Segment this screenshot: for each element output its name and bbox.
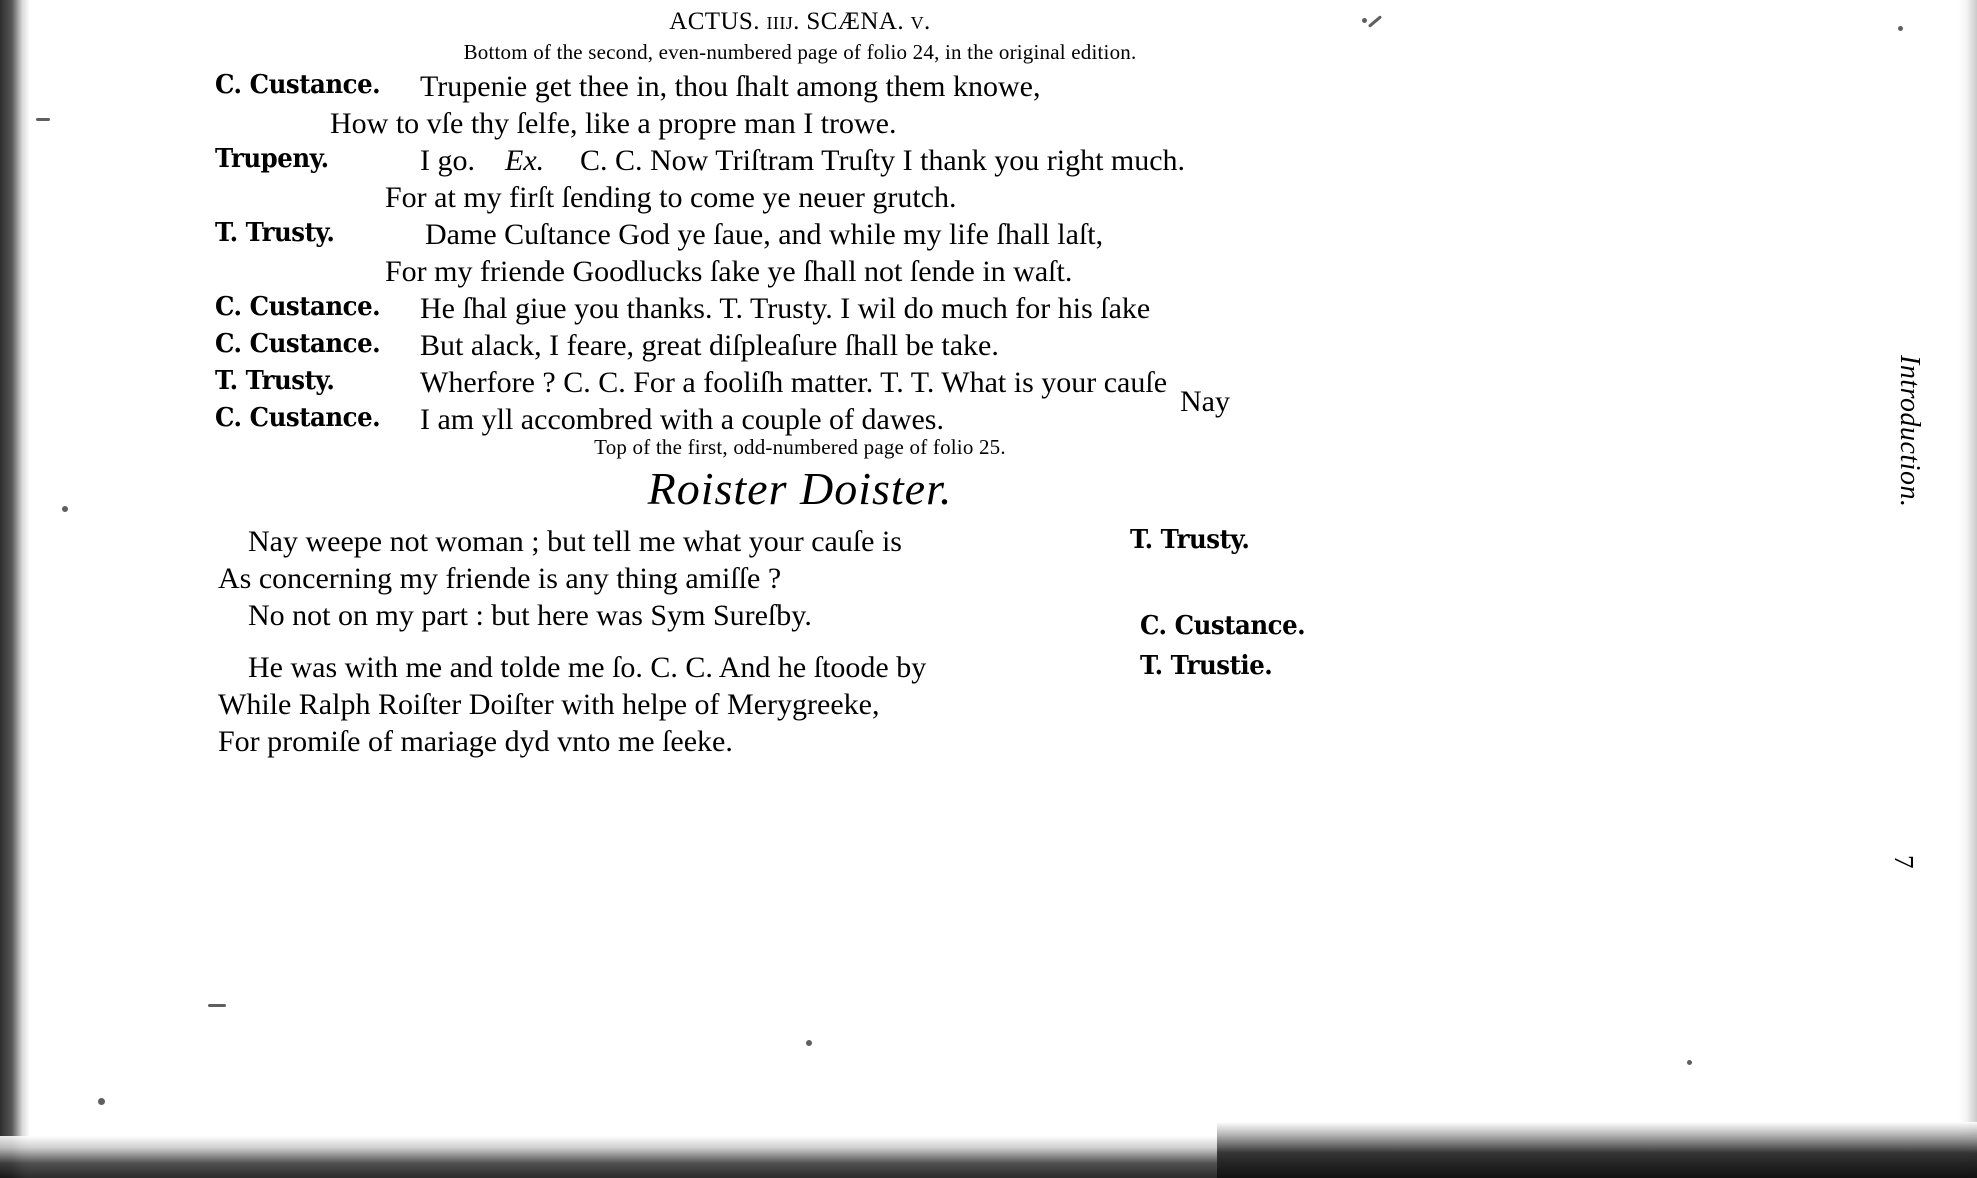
dialogue-text: For my friende Goodlucks ſake ye ſhall not ſende in waſt. [385,255,1073,288]
verse-line [0,525,1600,562]
verse-line [0,725,1600,762]
dialogue-line [0,255,1600,292]
play-title: Roister Doister. [647,463,953,514]
scan-edge-left [0,0,30,1178]
scan-edge-bottom-right [1217,1122,1977,1178]
dialogue-line [0,292,1600,329]
speaker-label: C. Custance. [215,329,381,359]
dialogue-text: Dame Cuſtance God ye ſaue, and while my life ſhall laſt, [425,218,1104,251]
verse-text: He was with me and tolde me ſo. C. C. And he ſtoode by [248,651,927,684]
dialogue-text: I go. [420,144,475,177]
editorial-note-top: Bottom of the second, even-numbered page of folio 24, in the original edition. [463,40,1137,64]
dialogue-text: I am yll accombred with a couple of dawes. [420,403,944,436]
verse-line [0,688,1600,725]
dialogue-block [0,70,1600,440]
scan-speck [1362,18,1367,23]
dialogue-line [0,329,1600,366]
page-number: 7 [1889,855,1919,869]
dialogue-text-continued: C. C. Now Triſtram Truſty I thank you right much. [580,144,1186,177]
verse-text: While Ralph Roiſter Doiſter with helpe of Merygreeke, [218,688,880,721]
speaker-label: C. Custance. [215,403,381,433]
dialogue-text: Trupenie get thee in, thou ſhalt among them knowe, [420,70,1041,103]
dialogue-text: Wherfore ? C. C. For a fooliſh matter. T. T. What is your cauſe [420,366,1168,399]
scan-speck [1898,26,1903,31]
dialogue-line [0,218,1600,255]
dialogue-line [0,107,1600,144]
editorial-note-mid: Top of the first, odd-numbered page of folio 25. [594,435,1006,459]
dialogue-text: For at my firſt ſending to come ye neuer grutch. [385,181,957,214]
verse-text: Nay weepe not woman ; but tell me what your cauſe is [248,525,902,558]
speaker-label: Trupeny. [215,144,329,174]
dialogue-line [0,181,1600,218]
speaker-label: T. Trusty. [215,366,335,396]
verse-text: For promiſe of mariage dyd vnto me ſeeke. [218,725,733,758]
dialogue-line [0,366,1600,403]
scan-speck [806,1040,812,1046]
verse-text: No not on my part : but here was Sym Sureſby. [248,599,812,632]
speaker-label: T. Trustie. [1140,651,1273,681]
verse-line [0,562,1600,599]
dialogue-text: He ſhal giue you thanks. T. Trusty. I wil do much for his ſake [420,292,1151,325]
verse-block [0,525,1600,762]
catchword: Nay [1180,385,1230,418]
verse-line [0,651,1600,688]
dialogue-text: But alack, I feare, great diſpleaſure ſhall be take. [420,329,999,362]
verse-text: As concerning my friende is any thing amiſſe ? [218,562,782,595]
speaker-label: T. Trusty. [1130,525,1250,555]
running-head: ACTUS. iiij. SCÆNA. v. [669,8,931,35]
dialogue-text: How to vſe thy ſelfe, like a propre man I trowe. [330,107,897,140]
speaker-label: C. Custance. [215,70,381,100]
dialogue-line [0,144,1600,181]
verse-line [0,599,1600,651]
speaker-label: C. Custance. [1140,611,1306,641]
speaker-label: T. Trusty. [215,218,335,248]
speaker-label: C. Custance. [215,292,381,322]
dialogue-line [0,70,1600,107]
scan-speck [36,118,50,121]
scan-edge-right [1959,0,1977,1178]
scan-speck [62,506,68,512]
stage-direction: Ex. [505,144,545,177]
scan-speck [208,1004,226,1007]
scan-speck [98,1098,105,1105]
side-running-label: Introduction. [1894,355,1925,508]
scan-speck [1687,1060,1692,1065]
